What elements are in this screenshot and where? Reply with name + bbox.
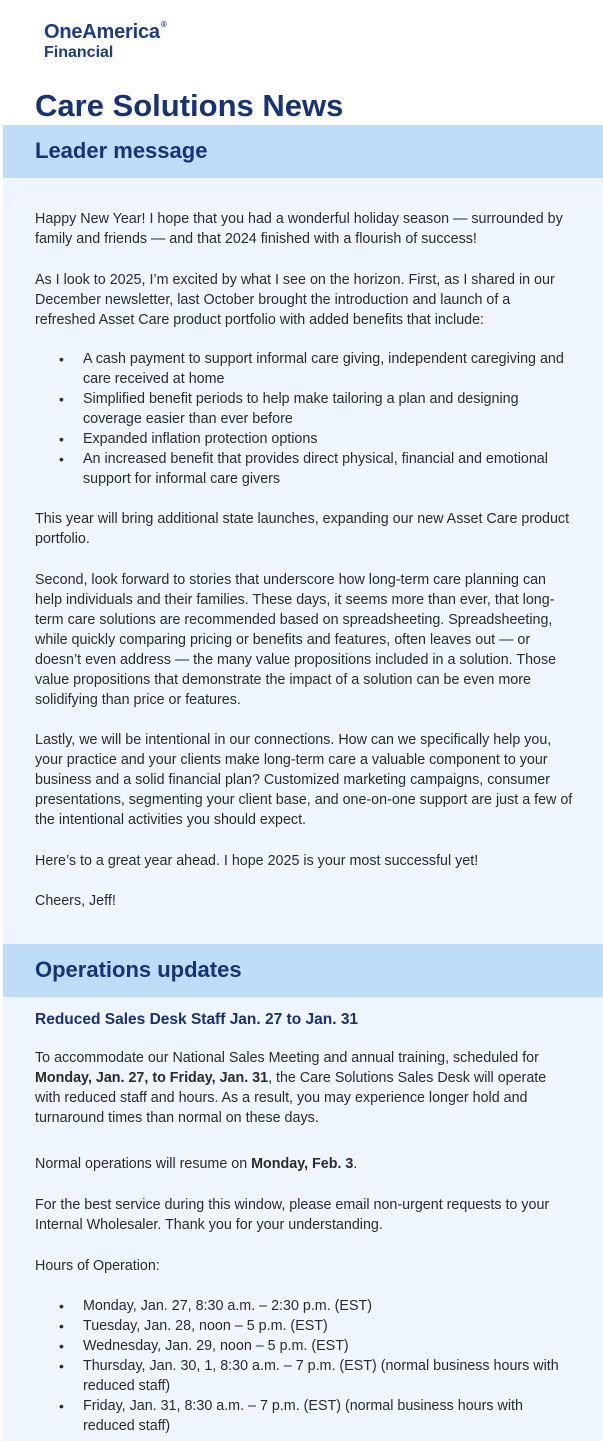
list-item: • Expanded inflation protection options [35, 429, 573, 449]
list-item: • Monday, Jan. 27, 8:30 a.m. – 2:30 p.m. (EST) [35, 1296, 573, 1316]
leader-paragraph-6: Here’s to a great year ahead. I hope 2025 is your most successful yet! [35, 853, 479, 869]
list-item: • Thursday, Jan. 30, 1, 8:30 a.m. – 7 p.m. (EST) (normal business hours with reduced staff) [35, 1356, 573, 1396]
leader-paragraph-1: Happy New Year! I hope that you had a wonderful holiday season — surrounded by family and friends — and that 2024 finished with a flourish of success! [35, 211, 563, 247]
operations-paragraph-1 [35, 1048, 573, 1128]
operations-p2-text: Normal operations will resume on [35, 1156, 252, 1172]
leader-paragraph-5: Lastly, we will be intentional in our connections. How can we specifically help you, your practice and your clients make long-term care a valuable component to your business and a solid financial plan? Customized marketing campaigns, consumer presentations, segmenting your client base, and one-on-one support are just a few of the intentional activities you should expect. [35, 732, 573, 828]
onea-financial-logo[interactable] [44, 20, 204, 64]
list-item: • Friday, Jan. 31, 8:30 a.m. – 7 p.m. (EST) (normal business hours with reduced staff) [35, 1396, 573, 1436]
operations-paragraph-3: For the best service during this window, please email non-urgent requests to your Internal Wholesaler. Thank you for your understanding. [35, 1197, 550, 1233]
logo-text-one: One [44, 21, 83, 43]
logo-registered-mark: ® [160, 20, 167, 29]
logo-subtitle: Financial [44, 44, 114, 61]
operations-paragraph-2 [35, 1154, 573, 1174]
operations-section-header [3, 944, 603, 997]
leader-paragraph-4: Second, look forward to stories that underscore how long-term care planning can help individuals and their families. These days, it seems more than ever, that long-term care solutions are recommended based on spreadsheeting. Spreadsheeting, while quickly comparing pricing or benefits and features, often leaves out — or doesn’t even address — the many value propositions included in a solution. Those value propositions that demonstrate the impact of a solution can be even more solidifying than price or features. [35, 572, 557, 708]
operations-resume-date: Monday, Feb. 3 [251, 1156, 354, 1172]
page-title: Care Solutions News [35, 88, 344, 123]
operations-p1-text: To accommodate our National Sales Meeting and annual training, scheduled for [35, 1050, 539, 1066]
hours-label: Hours of Operation: [35, 1258, 160, 1274]
leader-section-header [3, 125, 603, 178]
logo-text-america: America [82, 21, 160, 43]
operations-p1-text-end: , the Care Solutions Sales Desk will operate with reduced staff and hours. As a result, you may experience longer hold and turnaround times than normal on these days. [35, 1070, 547, 1126]
leader-section-title: Leader message [35, 138, 208, 163]
leader-signoff: Cheers, Jeff! [35, 893, 116, 909]
list-item: • An increased benefit that provides direct physical, financial and emotional support for informal care givers [35, 449, 573, 489]
list-item: • Tuesday, Jan. 28, noon – 5 p.m. (EST) [35, 1316, 573, 1336]
operations-p1-dates: Monday, Jan. 27, to Friday, Jan. 31 [35, 1070, 269, 1086]
list-item: • A cash payment to support informal care giving, independent caregiving and care received at home [35, 349, 573, 389]
leader-benefits-list [35, 349, 573, 489]
operations-p2-text-end: . [353, 1156, 358, 1172]
leader-paragraph-3: This year will bring additional state launches, expanding our new Asset Care product portfolio. [35, 511, 570, 547]
hours-list [35, 1296, 573, 1436]
logo-wordmark [44, 20, 204, 44]
list-item: • Wednesday, Jan. 29, noon – 5 p.m. (EST) [35, 1336, 573, 1356]
leader-paragraph-2: As I look to 2025, I’m excited by what I see on the horizon. First, as I shared in our December newsletter, last October brought the introduction and launch of a refreshed Asset Care product portfolio with added benefits that include: [35, 272, 555, 328]
operations-section-title: Operations updates [35, 957, 242, 982]
list-item: • Simplified benefit periods to help make tailoring a plan and designing coverage easier than ever before [35, 389, 573, 429]
operations-subheading: Reduced Sales Desk Staff Jan. 27 to Jan. 31 [35, 1011, 359, 1028]
